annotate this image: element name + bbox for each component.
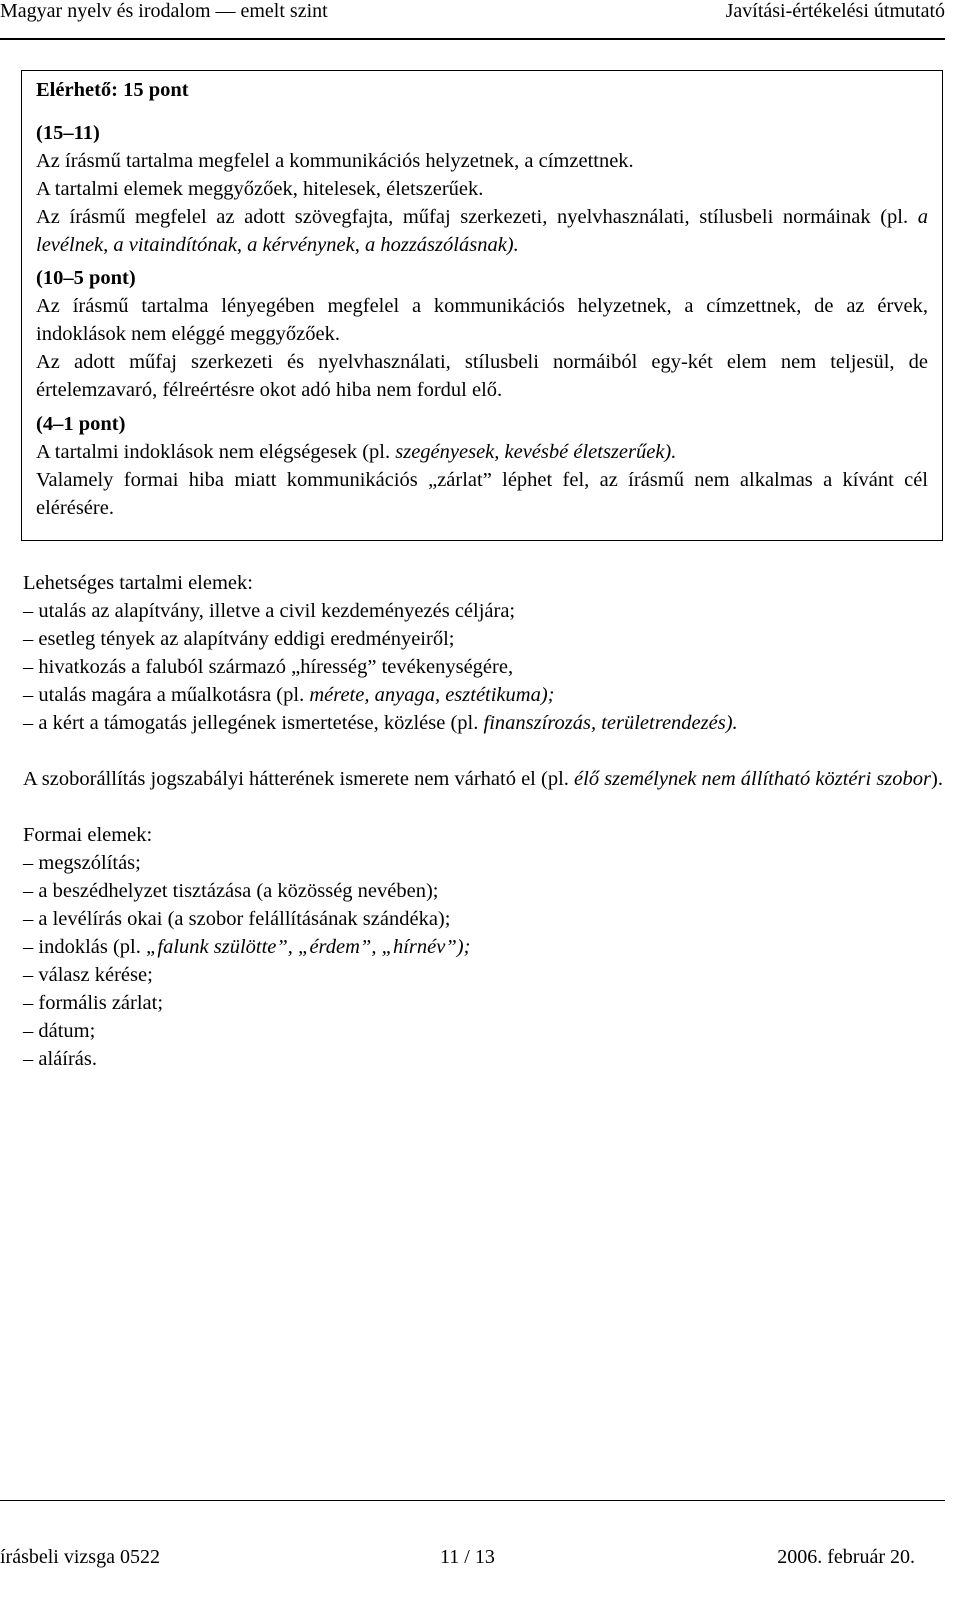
band2-label: (10–5 pont) (36, 267, 136, 289)
legal-note (23, 765, 943, 793)
list-item-italic: „falunk szülötte”, „érdem”, „hírnév”); (140, 936, 471, 958)
header-subject: Magyar nyelv és irodalom — emelt szint (0, 0, 328, 22)
list-item: – formális zárlat; (23, 989, 943, 1017)
legal-note-text: A szoborállítás jogszabályi hátterének ismerete nem várható el (pl. (23, 768, 569, 790)
legal-note-italic: élő személynek nem állítható köztéri szobor (568, 768, 932, 790)
header-doc-type: Javítási-értékelési útmutató (725, 0, 945, 22)
list-item: – a levélírás okai (a szobor felállításának szándéka); (23, 905, 943, 933)
band1-line1: Az írásmű tartalma megfelel a kommunikációs helyzetnek, a címzettnek. (36, 150, 634, 172)
band1-line2: A tartalmi elemek meggyőzőek, hitelesek, életszerűek. (36, 178, 484, 200)
content-list (23, 597, 943, 737)
list-item-italic: mérete, anyaga, esztétikuma); (304, 684, 555, 706)
list-item-text: indoklás (pl. (38, 936, 141, 958)
page-footer (0, 1500, 945, 1598)
formal-heading: Formai elemek: (23, 824, 153, 846)
band1-line3-text: Az írásmű megfelel az adott szövegfajta, műfaj szerkezeti, nyelvhasználati, stílusbeli normáinak (pl. (36, 206, 909, 228)
list-item-italic: finanszírozás, területrendezés). (478, 712, 738, 734)
main-content (23, 569, 943, 1073)
band3-line1 (36, 438, 928, 466)
box-title: Elérhető: 15 pont (36, 79, 189, 101)
band3-line1-text: A tartalmi indoklások nem elégségesek (pl. (36, 441, 391, 463)
list-item (23, 709, 943, 737)
list-item: – a beszédhelyzet tisztázása (a közösség nevében); (23, 877, 943, 905)
band2-line2: Az adott műfaj szerkezeti és nyelvhasználati, stílusbeli normáiból egy-két elem nem teljesül, de értelemzavaró, félreértésre okot adó hiba nem fordul elő. (36, 351, 928, 401)
band3-label: (4–1 pont) (36, 413, 126, 435)
list-item-text: utalás magára a műalkotásra (pl. (38, 684, 305, 706)
page-header (0, 0, 945, 40)
list-item: – esetleg tények az alapítvány eddigi eredményeiről; (23, 625, 943, 653)
list-item-text: a kért a támogatás jellegének ismertetése, közlése (pl. (38, 712, 479, 734)
formal-list (23, 849, 943, 1073)
footer-date: 2006. február 20. (777, 1546, 915, 1568)
band3-line2: Valamely formai hiba miatt kommunikációs „zárlat” léphet fel, az írásmű nem alkalmas a kívánt cél elérésére. (36, 469, 928, 519)
list-item (23, 933, 943, 961)
band1-label: (15–11) (36, 122, 100, 144)
list-item: – dátum; (23, 1017, 943, 1045)
scoring-box (21, 70, 943, 541)
list-item: – utalás az alapítvány, illetve a civil kezdeményezés céljára; (23, 597, 943, 625)
list-item (23, 681, 943, 709)
list-item: – megszólítás; (23, 849, 943, 877)
band3-line1-italic: szegényesek, kevésbé életszerűek). (390, 441, 677, 463)
band1-line3 (36, 203, 928, 259)
content-heading: Lehetséges tartalmi elemek: (23, 572, 253, 594)
list-item: – válasz kérése; (23, 961, 943, 989)
page-number: 11 / 13 (440, 1546, 495, 1568)
list-item: – hivatkozás a faluból származó „híresség” tevékenységére, (23, 653, 943, 681)
band2-line1: Az írásmű tartalma lényegében megfelel a kommunikációs helyzetnek, a címzettnek, de az érvek, indoklások nem eléggé meggyőzőek. (36, 295, 928, 345)
footer-exam-id: írásbeli vizsga 0522 (0, 1546, 160, 1568)
band1-line3-italic: a levélnek, a vitaindítónak, a kérvénynek, a hozzászólásnak). (36, 206, 929, 256)
legal-note-end: ). (931, 768, 943, 790)
list-item: – aláírás. (23, 1045, 943, 1073)
